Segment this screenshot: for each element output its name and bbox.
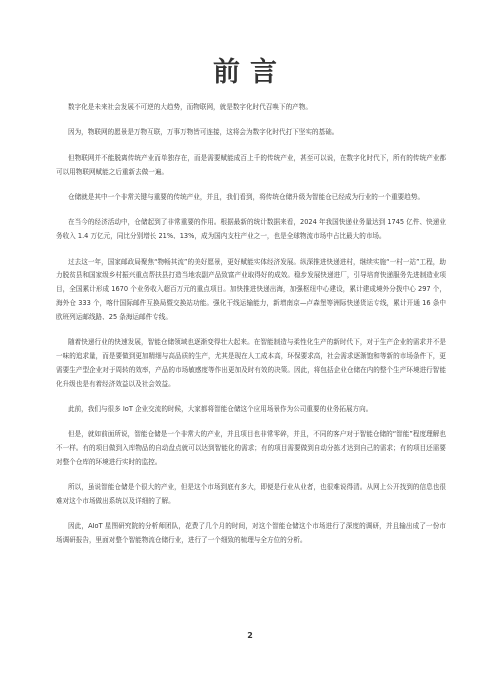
page-number: 2 [247,631,253,640]
paragraph: 过去这一年，国家邮政局聚焦“物畅其流”的美好愿景，更好赋能实体经济发展。纵深推进快递进村，继续实施“一村一站”工程，助力脱贫县和国家级乡村振兴重点帮扶县打造当地农副产品致富产业取得好的成效。稳步发展快递进厂，引导培育快递服务先进制造业项目，全国累计形成 1670 个业务收入超百万元的重点项目。加快推进快递出海，加强枢纽中心建设，累计建成境外分拨中心 297 个，海外仓 333 个，喀什国际邮件互换局暨交换站功能。强化干线运输能力，新增南京—卢森堡等洲际快递货运专线，累计开通 16 条中欧班列运邮线路、25 条海运邮件专线。 [56,257,446,321]
paragraph: 数字化是未来社会发展不可逆的大趋势，而物联网，就是数字化时代召唤下的产物。 [68,103,312,111]
paragraph: 所以，虽说智能仓储是个很大的产业，但是这个市场到底有多大，即便是行业从业者，也很难说得清。从网上公开找到的信息也很难对这个市场做出系统以及详细的了解。 [56,483,446,506]
paragraph: 因此，AIoT 星图研究院的分析师团队，花费了几个月的时间，对这个智能仓储这个市场进行了深度的调研，并且输出成了一份市场调研报告，里面对整个智能物流仓储行业，进行了一个细致的梳理与全方位的分析。 [56,522,446,545]
paragraph: 此前，我们与很多 IoT 企业交流的时候，大家都将智能仓储这个应用场景作为公司重要的业务拓展方向。 [68,404,373,413]
paragraph: 因为，物联网的愿景是万物互联，万事万物皆可连接，这将会为数字化时代打下坚实的基础。 [68,128,339,137]
paragraph: 随着快递行业的快速发展，智能仓储领域也逐渐变得壮大起来。在智能制造与柔性化生产的新时代下，对于生产企业的需求并不是一味的追求量，而是要做到更加精细与高品质的生产，尤其是现在人工成本高，环保要求高，社会需求逐渐饱和等新的市场条件下，更需要生产型企业对于周转的效率，产品的市场敏感度等作出更加及时有效的决策。因此，将包括企业仓储在内的整个生产环境进行智能化升级也是有着经济效益以及社会效益。 [56,338,446,388]
page-title: 前言 [213,57,287,88]
paragraph: 但物联网并不能脱离传统产业而单独存在，而是需要赋能成百上千的传统产业，甚至可以说，在数字化时代下，所有的传统产业都可以用物联网赋能之后重新去做一遍。 [56,153,446,176]
paragraph: 仓储就是其中一个非常关键与重要的传统产业，并且，我们看到，将传统仓储升级为智能仓已经成为行业的一个重要趋势。 [68,192,425,201]
body-text [56,101,446,560]
paragraph: 但是，就如前面所说，智能仓储是一个非常大的产业，并且项目也非常零碎，并且，不同的客户对于智能仓储的“智能”程度理解也不一样。有的项目做到入库物品的自动盘点就可以达到智能化的需求；有的项目需要做到自动分拣才达到自己的需求；有的项目还需要对整个仓库的环境进行实时的监控。 [56,430,446,466]
paragraph: 在当今的经济活动中，仓储起到了非常重要的作用。根据最新的统计数据来看，2024 年我国快递业务量达到 1745 亿件、快递业务收入 1.4 万亿元，同比分别增长 21%、13%，成为国内支柱产业之一，也是全球物流市场中占比最大的市场。 [56,218,446,241]
